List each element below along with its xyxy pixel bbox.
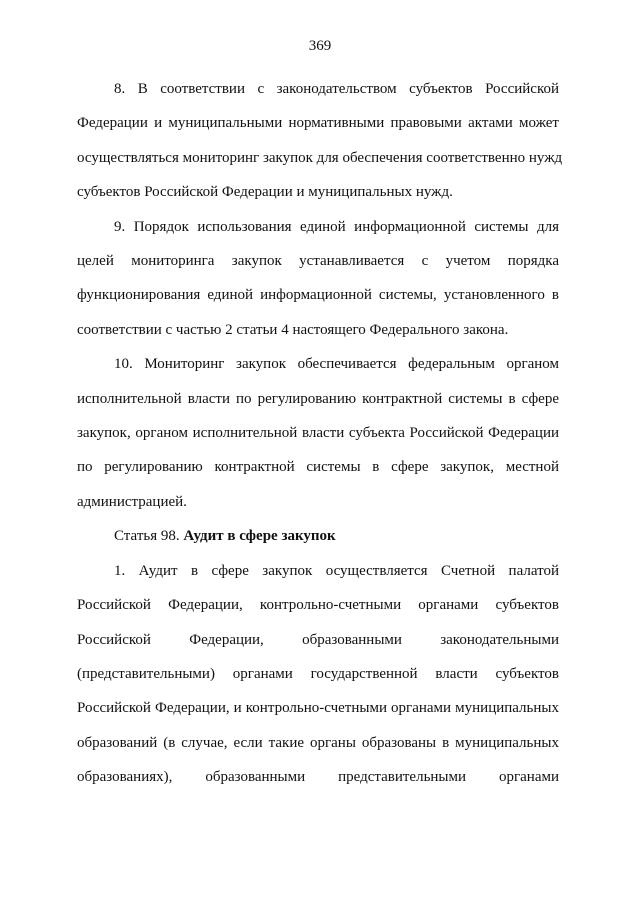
paragraph-9 [77,210,559,348]
paragraph-line: 9. Порядок использования единой информационной системы для [114,218,559,235]
document-body [77,72,563,795]
paragraph-8 [77,72,563,210]
paragraph-line: по регулированию контрактной системы в сфере закупок, местной [77,459,559,476]
paragraph-line: осуществляться мониторинг закупок для обеспечения соответственно нужд [77,149,563,166]
paragraph-line: закупок, органом исполнительной власти субъекта Российской Федерации [77,425,559,442]
article-number-label: Статья 98. [114,528,180,545]
paragraph-line: Российской Федерации, и контрольно-счетными органами муниципальных [77,700,559,717]
paragraph-line: 1. Аудит в сфере закупок осуществляется Счетной палатой [114,562,559,579]
paragraph-line: соответствии с частью 2 статьи 4 настоящего Федерального закона. [77,321,509,338]
paragraph-line: 10. Мониторинг закупок обеспечивается федеральным органом [114,356,559,373]
paragraph-line: функционирования единой информационной системы, установленного в [77,287,559,304]
article-98-paragraph-1 [77,554,559,795]
paragraph-line: (представительными) органами государственной власти субъектов [77,665,559,682]
paragraph-line: субъектов Российской Федерации и муниципальных нужд. [77,184,453,201]
paragraph-line: Российской Федерации, образованными законодательными [77,631,559,648]
paragraph-10 [77,347,559,519]
paragraph-line: Федерации и муниципальными нормативными правовыми актами может [77,115,559,132]
paragraph-line: образованиях), образованными представительными органами [77,769,559,786]
paragraph-line: 8. В соответствии с законодательством субъектов Российской [114,81,559,97]
paragraph-line: Российской Федерации, контрольно-счетными органами субъектов [77,597,559,614]
paragraph-line: целей мониторинга закупок устанавливается с учетом порядка [77,253,559,270]
paragraph-line: администрацией. [77,493,187,510]
page-number: 369 [308,38,332,54]
paragraph-line: образований (в случае, если такие органы образованы в муниципальных [77,734,559,751]
article-title: Аудит в сфере закупок [183,528,336,545]
article-heading [77,519,559,553]
paragraph-line: исполнительной власти по регулированию контрактной системы в сфере [77,390,559,407]
